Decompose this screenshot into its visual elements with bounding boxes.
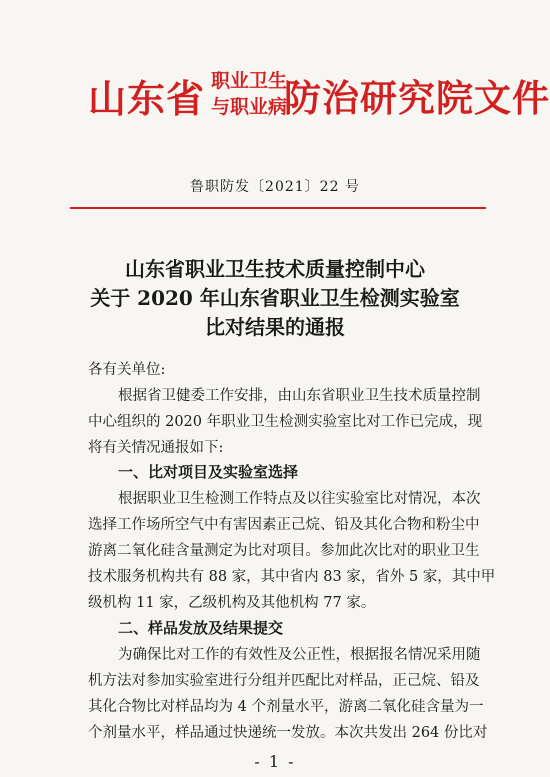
salutation: 各有关单位: xyxy=(88,362,166,378)
title-line3: 比对结果的通报 xyxy=(205,315,345,339)
para3-line: 其化合物比对样品均为 4 个剂量水平，游离二氧化硅含量为一 xyxy=(88,699,484,715)
letterhead-institute: 防治研究院文件 xyxy=(284,76,550,120)
title-line2: 关于 2020 年山东省职业卫生检测实验室 xyxy=(90,286,460,310)
para2-line: 选择工作场所空气中有害因素正己烷、铅及其化合物和粉尘中 xyxy=(88,517,480,533)
title-line1: 山东省职业卫生技术质量控制中心 xyxy=(125,257,425,281)
red-letterhead xyxy=(88,62,550,132)
para3-line: 机方法对参加实验室进行分组并匹配比对样品，正己烷、铅及 xyxy=(88,673,480,689)
letterhead-small-line1: 职业卫生 xyxy=(211,70,288,92)
section-heading-1: 一、比对项目及实验室选择 xyxy=(118,463,299,481)
page-number: - 1 - xyxy=(254,752,296,771)
document-number: 鲁职防发〔2021〕22 号 xyxy=(190,179,360,195)
para3-line: 为确保比对工作的有效性及公正性，根据报名情况采用随 xyxy=(118,647,481,663)
red-divider xyxy=(70,207,486,209)
section-heading-2: 二、样品发放及结果提交 xyxy=(118,619,284,637)
para1-line: 中心组织的 2020 年职业卫生检测实验室比对工作已完成，现 xyxy=(88,414,483,430)
letterhead-small-line2: 与职业病 xyxy=(211,96,288,118)
para2-line: 根据职业卫生检测工作特点及以往实验室比对情况，本次 xyxy=(118,491,481,507)
para2-line: 技术服务机构共有 88 家，其中省内 83 家，省外 5 家，其中甲 xyxy=(88,569,496,585)
para1-line: 将有关情况通报如下: xyxy=(88,440,224,456)
para2-line: 级机构 11 家，乙级机构及其他机构 77 家。 xyxy=(88,595,376,611)
para2-line: 游离二氧化硅含量测定为比对项目。参加此次比对的职业卫生 xyxy=(88,543,480,559)
para1-line: 根据省卫健委工作安排，由山东省职业卫生技术质量控制 xyxy=(118,388,481,404)
para3-line: 个剂量水平，样品通过快递统一发放。本次共发出 264 份比对 xyxy=(88,725,488,741)
letterhead-province: 山东省 xyxy=(88,76,206,121)
